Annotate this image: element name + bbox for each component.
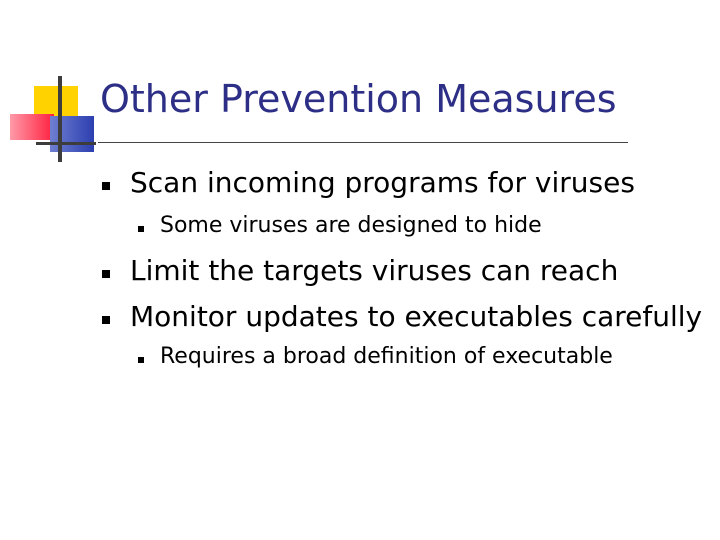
bullet-text: Limit the targets viruses can reach [130,254,619,287]
sub-bullet-item [160,344,613,369]
bullet-text: Requires a broad definition of executable [160,344,613,369]
bullet-item [130,254,618,287]
bullet-text: Monitor updates to executables carefully [130,300,703,333]
bullet-marker [102,270,110,278]
bullet-item [130,300,702,333]
bullet-item [130,166,635,199]
bullet-marker [138,357,144,363]
slide-title: Other Prevention Measures [100,77,617,121]
bullet-text: Scan incoming programs for viruses [130,166,635,199]
sub-bullet-item [160,213,542,238]
bullet-text: Some viruses are designed to hide [160,213,542,238]
bullet-marker [102,182,110,190]
bullet-marker [102,316,110,324]
bullet-marker [138,226,144,232]
